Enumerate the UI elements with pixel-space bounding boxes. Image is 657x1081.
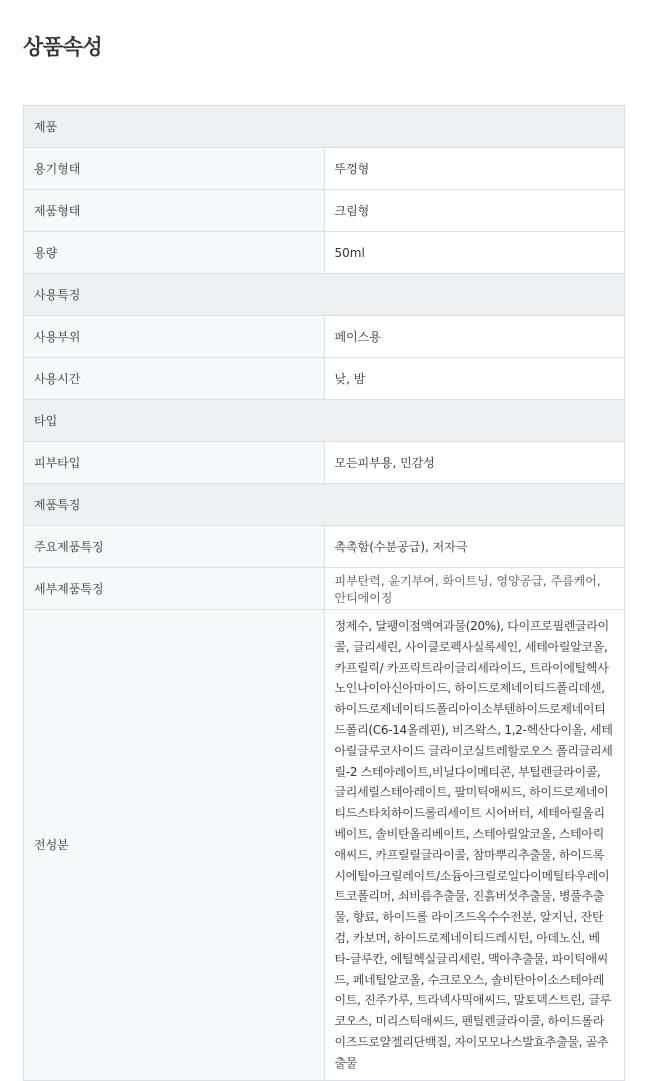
attribute-key: 사용시간	[24, 358, 325, 400]
table-row	[24, 442, 625, 484]
attribute-value: 뚜껑형	[324, 148, 625, 190]
attribute-key: 세부제품특징	[24, 568, 325, 610]
attribute-key: 피부타입	[24, 442, 325, 484]
product-attributes-table	[23, 105, 625, 1081]
table-row	[24, 526, 625, 568]
attribute-key: 용기형태	[24, 148, 325, 190]
table-row	[24, 232, 625, 274]
attribute-value: 촉촉함(수분공급), 저자극	[324, 526, 625, 568]
section-heading: 사용특징	[24, 274, 625, 316]
section-heading: 제품특징	[24, 484, 625, 526]
attribute-key: 주요제품특징	[24, 526, 325, 568]
table-row	[24, 316, 625, 358]
attribute-value: 크림형	[324, 190, 625, 232]
ingredients-value: 정제수, 달팽이점액여과물(20%), 다이프로필렌글라이콜, 글리세린, 사이클로펙사실록세인, 세테아릴알코올, 카프릴릭/ 카프릭트라이글리세라이드, 트라이에틸헥사노인나이아신아마이드, 하이드로제네이티드폴리데센, 하이드로제네이티드폴리아이소부텐하이드로제네이티드폴리(C6-14올레핀), 비즈왁스, 1,2-헥산다이올, 세테아릴글루코사이드 글라이코실트레할로오스 폴리글리세릴-2 스테아레이트,비닐다이메티콘, 부틸렌글라이콜, 글리세릴스테아레이트, 팔미틱애씨드, 하이드로제네이티드스타치하이드롤리세이트 시어버터, 세테아릴올리베이트, 솔비탄올리베이트, 스테아릴알코올, 스테아릭애씨드, 카프릴릴글라이콜, 참마뿌리추출물, 하이드록 시에틸아크릴레이트/소듐아크릴로일다이메틸타우레이트코폴리머, 쇠비름추출물, 진흙버섯추출물, 병풀추출물, 향료, 하이드롤 라이즈드옥수수전분, 알지닌, 잔탄검, 카보머, 하이드로제네이티드레시틴, 아데노신, 베타-글루칸, 에틸헥실글리세린, 맥아추출물, 파이틱애씨드, 페네틸알코올, 수크로오스, 솔비탄아이소스테아레이트, 진주가루, 트라넥사믹애씨드, 말토덱스트린, 글루코오스, 미리스틱애씨드, 펜틸렌글라이콜, 하이드롤라이즈드로얄젤리단백질, 자이모모나스발효추출물, 골추출물	[324, 610, 625, 1081]
table-row	[24, 568, 625, 610]
attribute-key: 사용부위	[24, 316, 325, 358]
attribute-value: 50ml	[324, 232, 625, 274]
section-header-features	[24, 484, 625, 526]
section-header-usage	[24, 274, 625, 316]
section-heading: 제품	[24, 106, 625, 148]
section-heading: 타입	[24, 400, 625, 442]
section-header-product	[24, 106, 625, 148]
attribute-key: 전성분	[24, 610, 325, 1081]
attribute-value: 모든피부용, 민감성	[324, 442, 625, 484]
attribute-key: 제품형태	[24, 190, 325, 232]
attribute-key: 용량	[24, 232, 325, 274]
attribute-value: 페이스용	[324, 316, 625, 358]
table-row-ingredients	[24, 610, 625, 1081]
table-row	[24, 358, 625, 400]
section-header-type	[24, 400, 625, 442]
attribute-value: 낮, 밤	[324, 358, 625, 400]
table-row	[24, 190, 625, 232]
page-title: 상품속성	[23, 35, 103, 59]
attribute-value: 피부탄력, 윤기부여, 화이트닝, 영양공급, 주름케어, 안티에이징	[324, 568, 625, 610]
table-row	[24, 148, 625, 190]
